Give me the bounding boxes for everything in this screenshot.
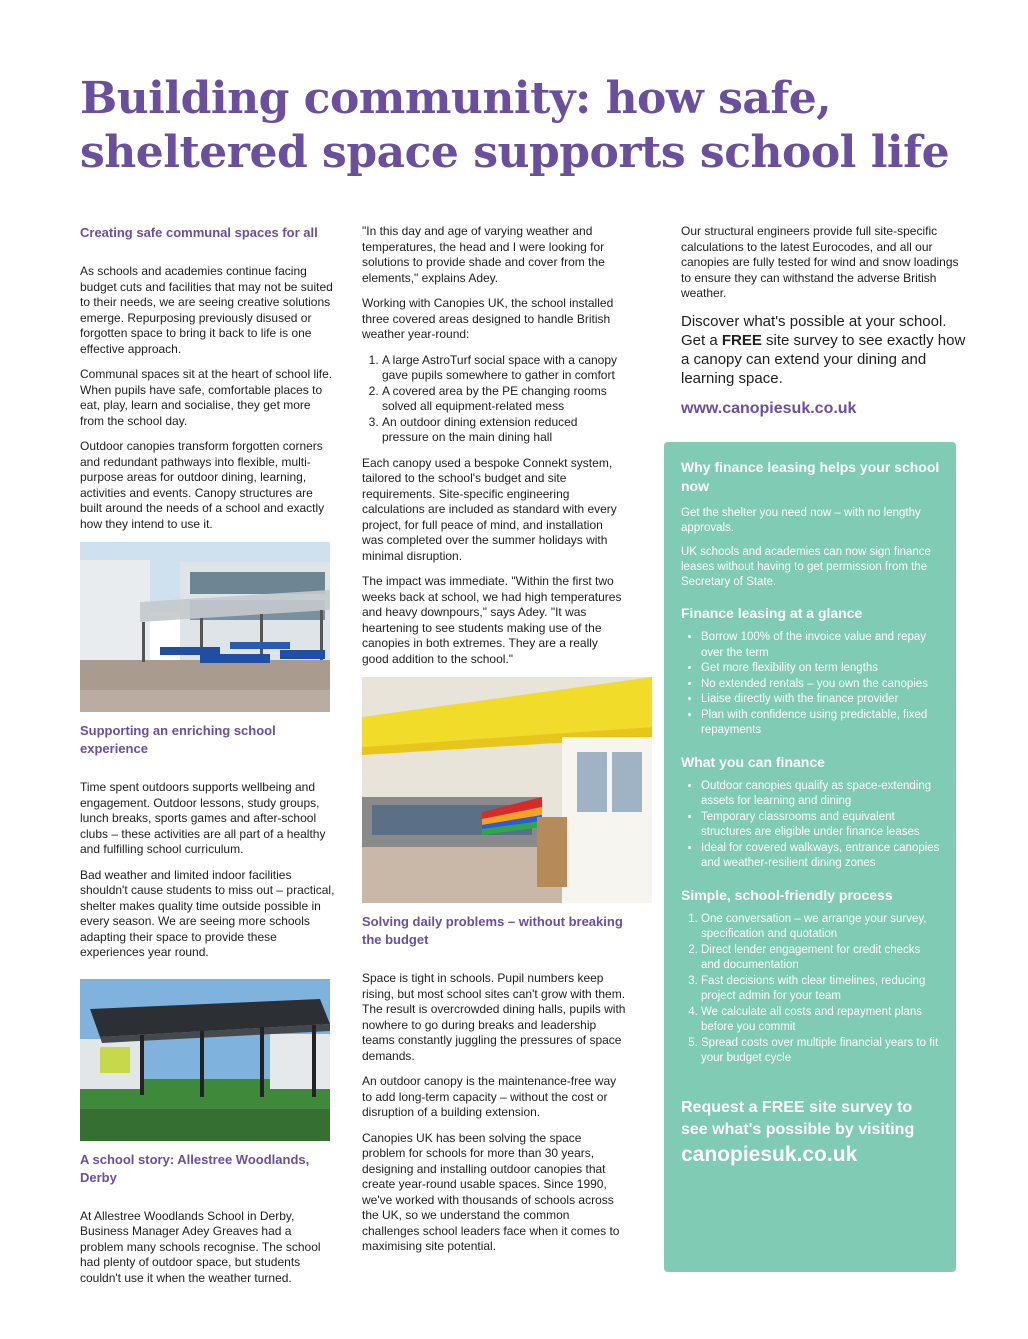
paragraph: The impact was immediate. "Within the first two weeks back at school, we had high temperatures and heavy downpours," says Adey. "It was heartening to see students making use of the canopies in both extremes. They are a really good addition to the school."	[362, 574, 622, 666]
subheading-enriching-experience: Supporting an enriching school experience	[80, 723, 276, 756]
list-item: 4. We calculate all costs and repayment plans before you commit	[701, 1005, 940, 1036]
cta-free: FREE	[721, 331, 762, 349]
paragraph: Bad weather and limited indoor facilities shouldn't cause students to miss out – practical, shelter makes quality time outside possible in every season. We are seeing more schools adapting their space to provide these experiences year round.	[80, 867, 335, 959]
photo-astroturf-canopy	[80, 979, 335, 1141]
subheading-safe-spaces: Creating safe communal spaces for all	[80, 225, 318, 240]
paragraph: Working with Canopies UK, the school installed three covered areas designed to handle British weather year-round:	[362, 296, 614, 341]
paragraph: As schools and academies continue facing budget cuts and facilities that may not be suited to their needs, we are seeing creative solutions emerge. Repurposing previously disused or forgotten space to bring it back to life is one effective approach.	[80, 264, 333, 356]
list-item: 3. An outdoor dining extension reduced pressure on the main dining hall	[382, 415, 627, 446]
paragraph: Canopies UK has been solving the space problem for schools for more than 30 years, designing and installing outdoor canopies that create year-round usable spaces. Since 1990, we've worked with thousands of schools across the UK, so we understand the common challenges school leaders face when it comes to maximising site potential.	[362, 1130, 620, 1253]
request-survey	[681, 1097, 940, 1169]
list-item: • Plan with confidence using predictable, fixed repayments	[701, 708, 940, 739]
finance-heading-process: Simple, school-friendly process	[681, 886, 893, 903]
astroturf-canopy-image	[80, 979, 330, 1141]
paragraph: At Allestree Woodlands School in Derby, Business Manager Adey Greaves had a problem many schools recognise. The school had plenty of outdoor space, but students couldn't use it when the weather turned.	[80, 1208, 321, 1285]
finance-heading-what: What you can finance	[681, 753, 825, 770]
photo-school-canopy-dining	[80, 542, 335, 712]
list-item: • No extended rentals – you own the canopies	[701, 677, 940, 693]
list-item: 1. One conversation – we arrange your survey, specification and quotation	[701, 912, 940, 943]
subheading-daily-problems: Solving daily problems – without breaking the budget	[362, 914, 623, 947]
request-text: Request a FREE site survey to see what's possible by visiting	[681, 1098, 915, 1138]
paragraph: Time spent outdoors supports wellbeing and engagement. Outdoor lessons, study groups, lunch breaks, sports games and after-school clubs – these activities are all part of a healthy and fulfilling school curriculum.	[80, 780, 326, 856]
glance-list	[681, 630, 940, 739]
list-item: • Outdoor canopies qualify as space-extending assets for learning and dining	[701, 779, 940, 810]
paragraph: Outdoor canopies transform forgotten corners and redundant pathways into flexible, multi-purpose areas for outdoor dining, learning, activities and events. Canopy structures are built around the needs of a school and exactly how they intend to use it.	[80, 439, 325, 531]
finance-heading-glance: Finance leasing at a glance	[681, 605, 863, 621]
list-item: • Borrow 100% of the invoice value and repay over the term	[701, 630, 940, 661]
list-item: 2. Direct lender engagement for credit checks and documentation	[701, 943, 940, 974]
paragraph: An outdoor canopy is the maintenance-free way to add long-term capacity – without the cost or disruption of a building extension.	[362, 1074, 617, 1119]
list-item: 5. Spread costs over multiple financial years to fit your budget cycle	[701, 1036, 940, 1067]
finance-paragraph: Get the shelter you need now – with no lengthy approvals.	[681, 507, 921, 534]
column-3	[681, 224, 966, 418]
cta-text: Discover what's possible at your school. Get a	[681, 312, 947, 349]
list-item: • Ideal for covered walkways, entrance canopies and weather-resilient dining zones	[701, 841, 940, 872]
column-1	[80, 224, 335, 1296]
column-2	[362, 224, 627, 1265]
list-item: 1. A large AstroTurf social space with a canopy gave pupils somewhere to gather in comfort	[382, 353, 627, 384]
covered-areas-list	[362, 353, 627, 446]
list-item: 3. Fast decisions with clear timelines, reducing project admin for your team	[701, 974, 940, 1005]
request-url[interactable]: canopiesuk.co.uk	[681, 1142, 858, 1166]
list-item: • Get more flexibility on term lengths	[701, 661, 940, 677]
list-item: 2. A covered area by the PE changing rooms solved all equipment-related mess	[382, 384, 627, 415]
call-to-action	[681, 312, 966, 388]
photo-colourful-canopy	[362, 677, 652, 903]
subheading-school-story: A school story: Allestree Woodlands, Derby	[80, 1151, 310, 1185]
list-item: • Liaise directly with the finance provider	[701, 692, 940, 708]
paragraph: Our structural engineers provide full site-specific calculations to the latest Eurocodes, and all our canopies are fully tested for wind and snow loadings to ensure they can withstand the adverse British weather.	[681, 224, 959, 300]
process-list	[681, 912, 940, 1067]
school-canopy-image	[80, 542, 330, 712]
list-item: • Temporary classrooms and equivalent structures are eligible under finance leases	[701, 810, 940, 841]
paragraph: Space is tight in schools. Pupil numbers keep rising, but most school sites can't grow with them. The result is overcrowded dining halls, pupils with nowhere to go during breaks and leadership teams constantly juggling the pressures of space demands.	[362, 971, 626, 1063]
finance-paragraph: UK schools and academies can now sign finance leases without having to get permission from the Secretary of State.	[681, 546, 931, 588]
colourful-canopy-image	[362, 677, 652, 903]
paragraph: Communal spaces sit at the heart of school life. When pupils have safe, comfortable places to eat, play, learn and socialise, they get more from the school day.	[80, 367, 333, 428]
cta-text: site survey to see exactly how a canopy can extend your dining and learning space.	[681, 331, 966, 387]
paragraph: Each canopy used a bespoke Connekt system, tailored to the school's budget and site requirements. Site-specific engineering calculations are included as standard with every project, for full peace of mind, and installation was completed over the summer holidays with minimal disruption.	[362, 455, 617, 563]
paragraph: "In this day and age of varying weather and temperatures, the head and I were looking for solutions to provide shade and cover from the elements," explains Adey.	[362, 224, 605, 285]
finance-leasing-panel	[664, 442, 956, 1272]
finance-title: Why finance leasing helps your school now	[681, 459, 940, 494]
website-link[interactable]: www.canopiesuk.co.uk	[681, 399, 857, 417]
headline: Building community: how safe, sheltered space supports school life	[80, 73, 950, 178]
what-list	[681, 779, 940, 872]
